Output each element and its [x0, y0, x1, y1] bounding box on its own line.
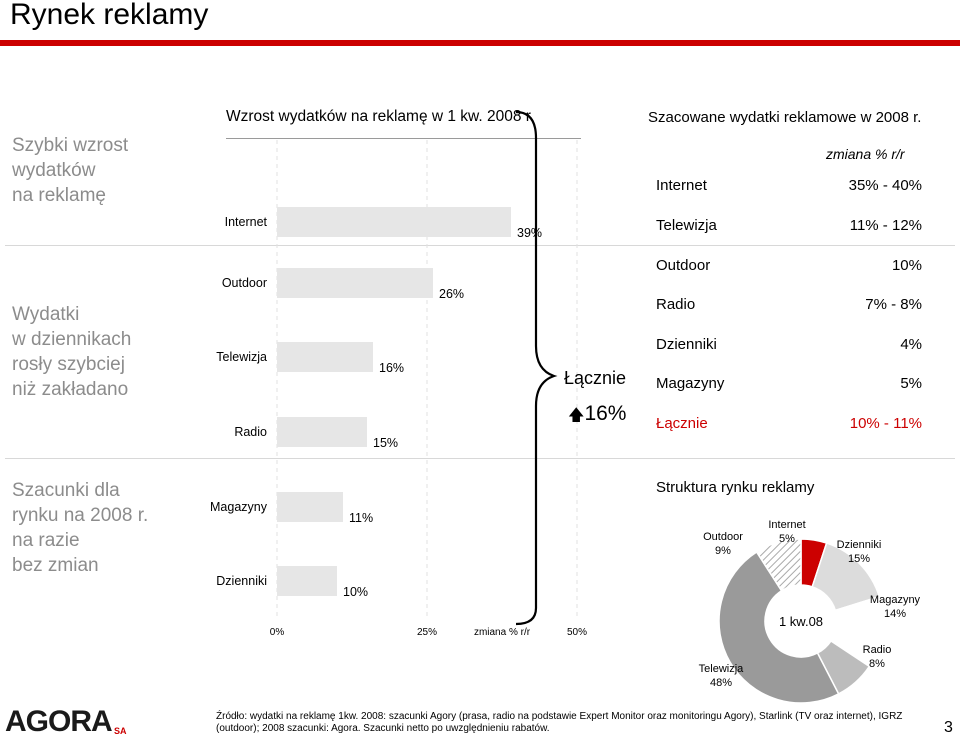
pie-label-value: 48% — [709, 677, 733, 689]
value-label: 39% — [517, 226, 543, 240]
pie-label-value: 14% — [883, 608, 907, 620]
bar — [277, 342, 373, 372]
value-label: 11% — [349, 511, 374, 525]
table-row-label: Internet — [656, 177, 707, 194]
left-note-1-line: wydatków — [12, 160, 96, 181]
table-column-header: zmiana % r/r — [826, 146, 905, 162]
page-number: 3 — [944, 719, 953, 736]
pie-label-value: 9% — [715, 545, 731, 557]
pie-label-value: 5% — [779, 533, 795, 545]
pie-label-name: Telewizja — [698, 663, 744, 675]
table-row-value: 7% - 8% — [865, 296, 922, 313]
left-note-3-line: na razie — [12, 530, 80, 551]
pie-label-name: Outdoor — [703, 531, 743, 543]
svg-text:AGORA: AGORA — [5, 705, 112, 736]
category-label: Telewizja — [216, 350, 267, 364]
category-label: Outdoor — [221, 276, 267, 290]
x-tick-label: 25% — [416, 627, 438, 638]
source-note: Źródło: wydatki na reklamę 1kw. 2008: szacunki Agory (prasa, radio na podstawie Expert Monitor oraz monitoringu Agory), Starlink (TV oraz internet), IGRZ (outdoor); 2008 szacunki: Agora. Szacunki netto po uwzględnieniu rabatów. — [216, 711, 903, 734]
page-title: Rynek reklamy — [10, 0, 209, 31]
pie-label-dzienniki — [830, 538, 888, 566]
bar — [277, 492, 343, 522]
agora-logo — [3, 704, 133, 736]
table-row-value: 4% — [900, 336, 922, 353]
svg-text:SA: SA — [114, 726, 127, 736]
title-underline — [0, 40, 960, 46]
pie-label-value: 8% — [869, 658, 885, 670]
x-tick-label: 0% — [269, 627, 285, 638]
category-label: Dzienniki — [216, 574, 267, 588]
table-row-value: 35% - 40% — [848, 177, 922, 194]
table-total-value: 10% - 11% — [849, 415, 922, 432]
table-row-label: Radio — [656, 296, 696, 313]
pie-label-radio — [848, 643, 906, 671]
brace-icon — [508, 108, 560, 628]
total-label: Łącznie — [564, 368, 627, 388]
left-note-2-line: rosły szybciej — [12, 354, 125, 375]
pie-label-outdoor — [694, 530, 752, 558]
table-row-label: Outdoor — [656, 257, 711, 274]
pie-chart-title: Struktura rynku reklamy — [656, 479, 815, 496]
value-label: 26% — [439, 287, 465, 301]
category-label: Magazyny — [210, 500, 267, 514]
pie-label-internet — [758, 518, 816, 546]
pie-label-name: Magazyny — [869, 594, 921, 606]
table-row-label: Dzienniki — [656, 336, 717, 353]
arrow-up-icon: 🡅 — [568, 407, 585, 424]
bar — [277, 207, 511, 237]
left-note-3 — [12, 478, 148, 578]
pie-center-label: 1 kw.08 — [778, 614, 824, 629]
left-note-2-line: w dziennikach — [12, 329, 132, 350]
pie-label-telewizja — [692, 662, 750, 690]
left-note-3-line: bez zmian — [12, 555, 99, 576]
table-total-label: Łącznie — [656, 415, 708, 432]
left-note-1-line: na reklamę — [12, 185, 106, 206]
table-title: Szacowane wydatki reklamowe w 2008 r. — [648, 109, 922, 126]
table-row-label: Magazyny — [656, 375, 725, 392]
pie-label-name: Internet — [768, 519, 806, 531]
pie-label-name: Dzienniki — [836, 539, 882, 551]
table-row-value: 10% — [891, 257, 922, 274]
x-tick-label: 50% — [566, 627, 588, 638]
bar — [277, 268, 433, 298]
bar — [277, 417, 367, 447]
left-note-2-line: niż zakładano — [12, 379, 129, 400]
table-row-label: Telewizja — [656, 217, 717, 234]
value-label: 10% — [343, 585, 369, 599]
value-label: 16% — [379, 361, 405, 375]
bar — [277, 566, 337, 596]
left-note-3-line: Szacunki dla — [12, 480, 120, 501]
bar-chart-title: Wzrost wydatków na reklamę w 1 kw. 2008 r. — [226, 108, 535, 125]
table-row-value: 11% - 12% — [849, 217, 922, 234]
total-value-wrap — [568, 402, 626, 431]
left-note-1 — [12, 133, 128, 208]
pie-label-value: 15% — [847, 553, 871, 565]
pie-label-name: Radio — [862, 644, 892, 656]
left-note-1-line: Szybki wzrost — [12, 135, 129, 156]
table-row-value: 5% — [900, 375, 922, 392]
total-value: 16% — [584, 402, 627, 425]
pie-label-magazyny — [866, 593, 924, 621]
left-note-3-line: rynku na 2008 r. — [12, 505, 149, 526]
category-label: Radio — [234, 425, 267, 439]
x-axis-label: zmiana % r/r — [473, 627, 531, 638]
left-note-2-line: Wydatki — [12, 304, 80, 325]
category-label: Internet — [224, 215, 267, 229]
left-note-2 — [12, 302, 131, 402]
value-label: 15% — [373, 436, 399, 450]
